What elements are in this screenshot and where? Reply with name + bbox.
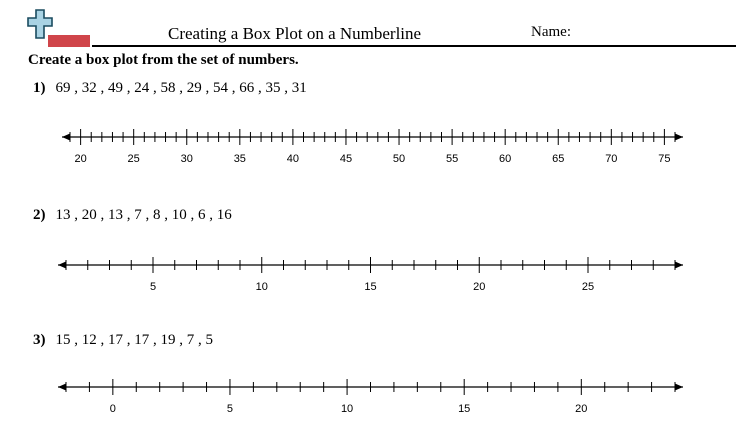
left-arrow-icon xyxy=(58,384,66,391)
tick-label: 10 xyxy=(255,281,268,293)
left-arrow-icon xyxy=(62,134,70,141)
numberline-1 xyxy=(0,125,736,175)
tick-label: 75 xyxy=(658,153,671,165)
tick-label: 20 xyxy=(74,153,87,165)
tick-label: 0 xyxy=(109,403,116,415)
problem-data: 15 , 12 , 17 , 17 , 19 , 7 , 5 xyxy=(55,332,213,348)
tick-label: 60 xyxy=(499,153,512,165)
red-block-icon xyxy=(48,35,90,47)
tick-label: 55 xyxy=(445,153,459,165)
header-rule xyxy=(92,45,736,47)
tick-label: 40 xyxy=(286,153,300,165)
problem-number: 1) xyxy=(33,80,46,96)
tick-label: 15 xyxy=(364,281,377,293)
numberline-2 xyxy=(0,253,736,303)
worksheet-logo xyxy=(22,8,94,48)
problem-3 xyxy=(33,331,213,349)
tick-label: 25 xyxy=(581,281,595,293)
tick-label: 20 xyxy=(575,403,588,415)
tick-label: 50 xyxy=(392,153,406,165)
tick-label: 5 xyxy=(226,403,234,415)
problem-number: 2) xyxy=(33,207,46,223)
numberline-3 xyxy=(0,375,736,425)
problem-number: 3) xyxy=(33,332,46,348)
tick-label: 30 xyxy=(180,153,193,165)
tick-label: 5 xyxy=(149,281,157,293)
right-arrow-icon xyxy=(675,262,683,269)
tick-label: 45 xyxy=(339,153,353,165)
problem-data: 69 , 32 , 49 , 24 , 58 , 29 , 54 , 66 , 35 , 31 xyxy=(55,80,307,96)
tick-label: 15 xyxy=(458,403,471,415)
problem-2 xyxy=(33,206,232,224)
plus-cross-icon xyxy=(28,10,52,38)
tick-label: 25 xyxy=(127,153,140,165)
tick-label: 20 xyxy=(473,281,486,293)
right-arrow-icon xyxy=(675,384,683,391)
name-label: Name: xyxy=(531,24,571,40)
problem-data: 13 , 20 , 13 , 7 , 8 , 10 , 6 , 16 xyxy=(55,207,232,223)
worksheet-title: Creating a Box Plot on a Numberline xyxy=(168,24,422,43)
tick-label: 65 xyxy=(552,153,565,165)
tick-label: 10 xyxy=(340,403,354,415)
tick-label: 35 xyxy=(233,153,246,165)
problem-1 xyxy=(33,79,307,97)
left-arrow-icon xyxy=(58,262,66,269)
tick-label: 70 xyxy=(605,153,618,165)
right-arrow-icon xyxy=(675,134,683,141)
instructions: Create a box plot from the set of numbers. xyxy=(28,52,299,68)
